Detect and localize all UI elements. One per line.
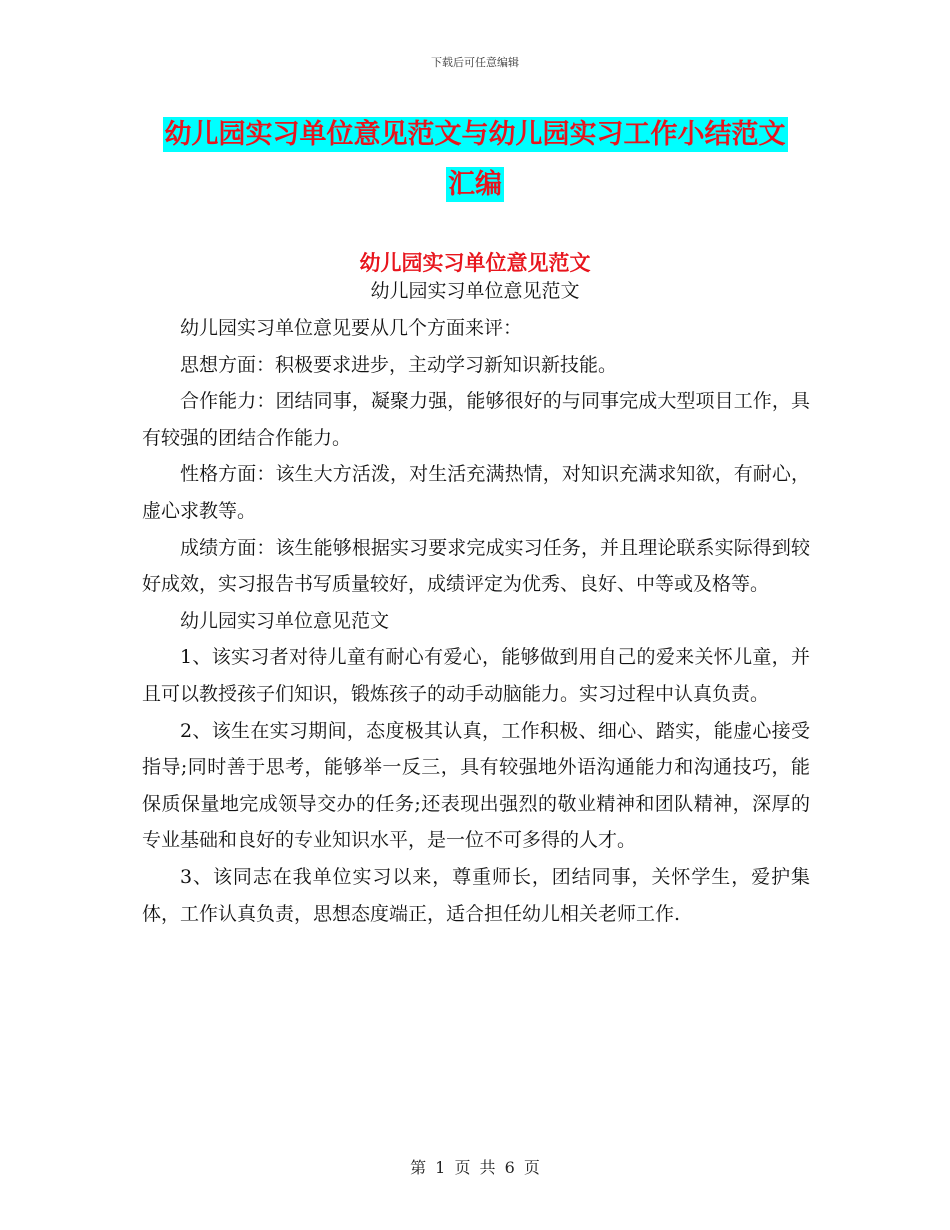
header-note: 下载后可任意编辑 — [431, 56, 519, 69]
title-line-1: 幼儿园实习单位意见范文与幼儿园实习工作小结范文 — [164, 119, 786, 150]
section-heading: 幼儿园实习单位意见范文 — [359, 251, 591, 275]
document-title — [140, 110, 810, 210]
paragraph: 合作能力：团结同事，凝聚力强，能够很好的与同事完成大型项目工作，具有较强的团结合作能力。 — [142, 390, 810, 449]
sub-heading: 幼儿园实习单位意见范文 — [370, 280, 580, 302]
paragraph: 成绩方面：该生能够根据实习要求完成实习任务，并且理论联系实际得到较好成效，实习报告书写质量较好，成绩评定为优秀、良好、中等或及格等。 — [142, 536, 810, 596]
title-line-2: 汇编 — [448, 169, 502, 200]
paragraph: 3、该同志在我单位实习以来，尊重师长，团结同事，关怀学生，爱护集体，工作认真负责，思想态度端正，适合担任幼儿相关老师工作. — [142, 865, 810, 925]
paragraph: 思想方面：积极要求进步，主动学习新知识新技能。 — [180, 353, 618, 376]
paragraph: 性格方面：该生大方活泼，对生活充满热情，对知识充满求知欲，有耐心，虚心求教等。 — [142, 463, 810, 522]
paragraph: 幼儿园实习单位意见要从几个方面来评： — [180, 317, 523, 339]
paragraph: 1、该实习者对待儿童有耐心有爱心，能够做到用自己的爱来关怀儿童，并且可以教授孩子们知识，锻炼孩子的动手动脑能力。实习过程中认真负责。 — [142, 646, 810, 705]
body-text — [142, 310, 810, 932]
paragraph: 幼儿园实习单位意见范文 — [180, 609, 390, 632]
paragraph: 2、该生在实习期间，态度极其认真，工作积极、细心、踏实，能虚心接受指导;同时善于思考，能够举一反三，具有较强地外语沟通能力和沟通技巧，能保质保量地完成领导交办的任务;还表现出强烈的敬业精神和团队精神，深厚的专业基础和良好的专业知识水平，是一位不可多得的人才。 — [142, 719, 810, 852]
page-number: 第 1 页 共 6 页 — [410, 1158, 540, 1177]
